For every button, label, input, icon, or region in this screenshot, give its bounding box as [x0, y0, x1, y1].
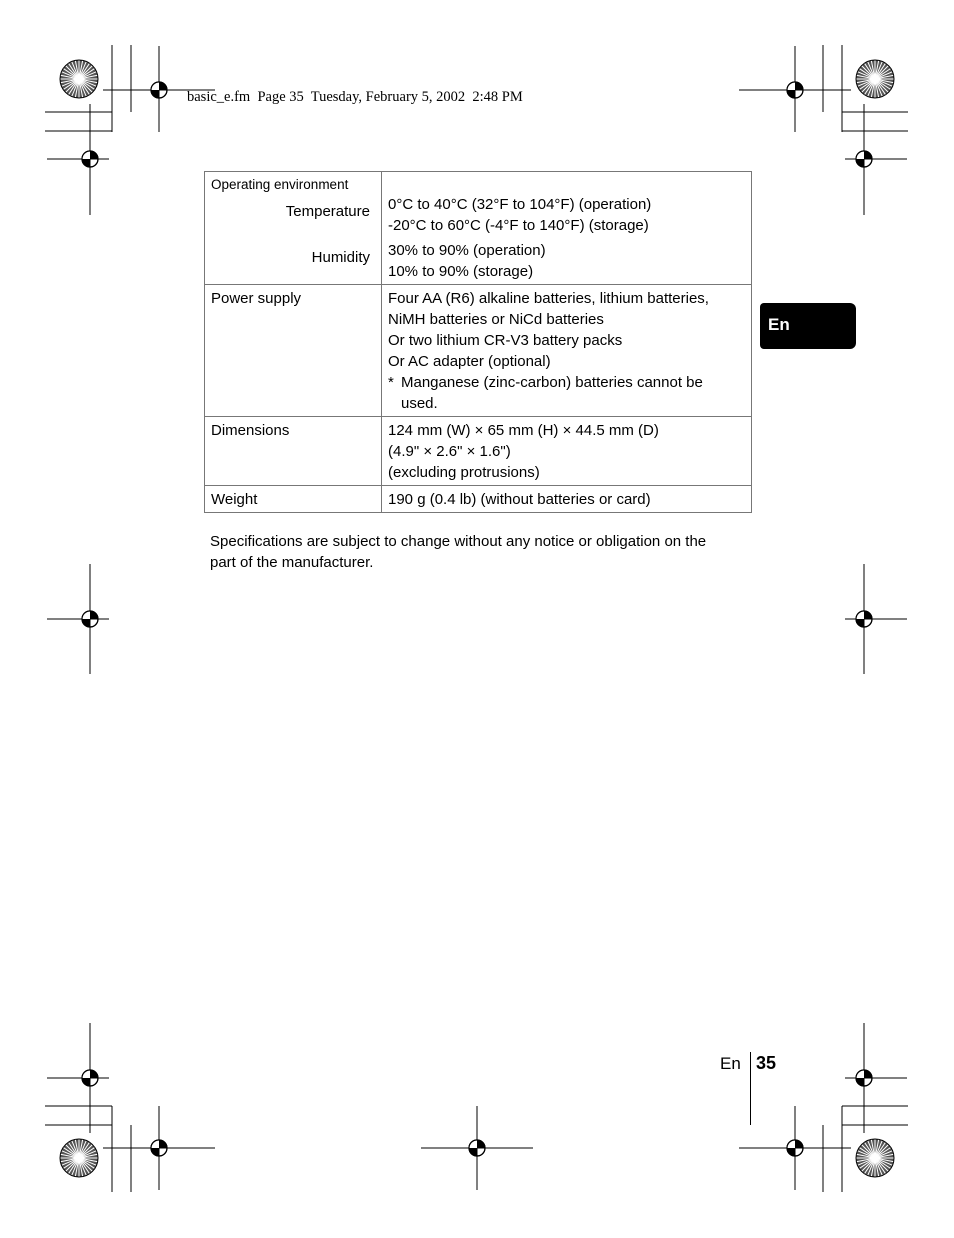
registration-mark-icon: [787, 1140, 803, 1156]
table-cell-label: [205, 172, 382, 285]
registration-mark-icon: [82, 1070, 98, 1086]
disclaimer-line: Specifications are subject to change without any notice or obligation on the: [210, 533, 707, 550]
dimensions-line: (4.9" × 2.6" × 1.6"): [388, 443, 511, 460]
registration-mark-icon: [856, 1070, 872, 1086]
humidity-value: 10% to 90% (storage): [388, 263, 534, 280]
power-supply-label: Power supply: [205, 285, 382, 417]
power-supply-note: [388, 372, 745, 414]
dimensions-line: (excluding protrusions): [388, 464, 540, 481]
power-supply-line: Or AC adapter (optional): [388, 353, 551, 370]
table-cell-value: [382, 417, 752, 486]
spec-table: [204, 171, 752, 513]
table-row: [205, 172, 752, 285]
temperature-value: 0°C to 40°C (32°F to 104°F) (operation): [388, 196, 652, 213]
registration-mark-icon: [151, 1140, 167, 1156]
weight-label: Weight: [205, 486, 382, 513]
note-line: Manganese (zinc-carbon) batteries cannot be: [401, 374, 703, 391]
registration-mark-icon: [82, 151, 98, 167]
registration-mark-icon: [856, 151, 872, 167]
temperature-value: -20°C to 60°C (-4°F to 140°F) (storage): [388, 217, 649, 234]
weight-value: 190 g (0.4 lb) (without batteries or card): [382, 486, 752, 513]
power-supply-line: Four AA (R6) alkaline batteries, lithium batteries,: [388, 290, 709, 307]
star-target-icon: [60, 1139, 98, 1177]
disclaimer-text: [210, 531, 750, 573]
registration-mark-icon: [787, 82, 803, 98]
dimensions-label: Dimensions: [205, 417, 382, 486]
humidity-label: Humidity: [311, 249, 370, 266]
table-row: [205, 486, 752, 513]
footer-language: En: [720, 1054, 741, 1073]
star-target-icon: [60, 60, 98, 98]
footer-divider: [750, 1052, 751, 1125]
temperature-label: Temperature: [285, 203, 370, 220]
operating-environment-label: Operating environment: [211, 177, 349, 192]
disclaimer-line: part of the manufacturer.: [210, 554, 374, 571]
registration-mark-icon: [469, 1140, 485, 1156]
power-supply-line: NiMH batteries or NiCd batteries: [388, 311, 604, 328]
registration-mark-icon: [151, 82, 167, 98]
table-row: [205, 417, 752, 486]
note-line: used.: [401, 395, 438, 412]
registration-mark-icon: [856, 611, 872, 627]
humidity-value: 30% to 90% (operation): [388, 242, 546, 259]
file-header: basic_e.fm Page 35 Tuesday, February 5, 2002 2:48 PM: [187, 89, 523, 105]
page-number: 35: [756, 1053, 777, 1073]
language-tab: En: [760, 303, 856, 349]
note-marker: *: [388, 374, 394, 391]
table-row: [205, 285, 752, 417]
table-cell-value: [382, 285, 752, 417]
star-target-icon: [856, 1139, 894, 1177]
table-cell-value: [382, 172, 752, 285]
power-supply-line: Or two lithium CR-V3 battery packs: [388, 332, 623, 349]
star-target-icon: [856, 60, 894, 98]
registration-mark-icon: [82, 611, 98, 627]
dimensions-line: 124 mm (W) × 65 mm (H) × 44.5 mm (D): [388, 422, 659, 439]
